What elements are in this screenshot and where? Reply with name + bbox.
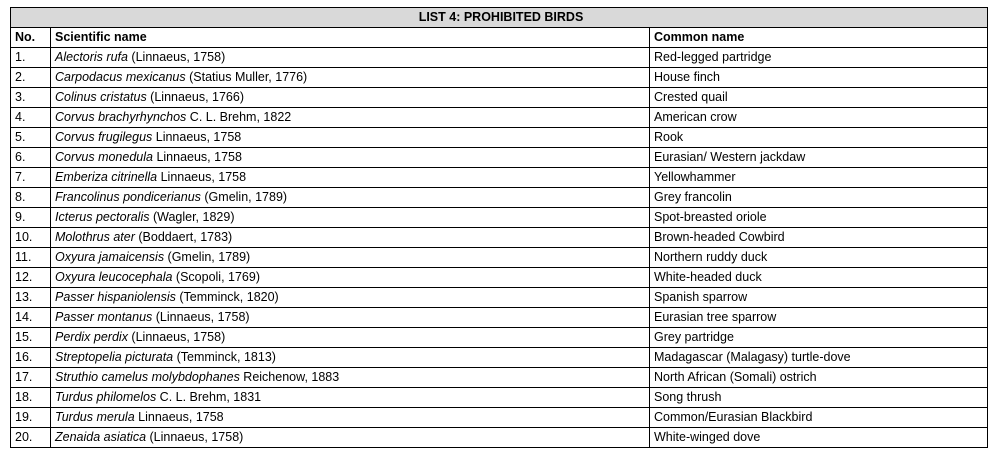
- row-number: 1.: [11, 48, 51, 68]
- common-name-cell: White-headed duck: [650, 268, 988, 288]
- common-name-cell: Grey francolin: [650, 188, 988, 208]
- species-authority: (Linnaeus, 1766): [146, 90, 244, 104]
- species-authority: (Linnaeus, 1758): [127, 50, 226, 64]
- title-row: [11, 8, 988, 28]
- table-row: [11, 208, 988, 228]
- species-name: Molothrus ater: [55, 230, 135, 244]
- scientific-name-cell: [51, 348, 650, 368]
- common-name-cell: Song thrush: [650, 388, 988, 408]
- species-name: Perdix perdix: [55, 330, 128, 344]
- scientific-name-cell: [51, 108, 650, 128]
- scientific-name-cell: [51, 148, 650, 168]
- common-name-cell: Madagascar (Malagasy) turtle-dove: [650, 348, 988, 368]
- scientific-name-cell: [51, 328, 650, 348]
- species-name: Struthio camelus molybdophanes: [55, 370, 240, 384]
- table-row: [11, 48, 988, 68]
- species-name: Passer hispaniolensis: [55, 290, 176, 304]
- scientific-name-cell: [51, 308, 650, 328]
- species-name: Colinus cristatus: [55, 90, 147, 104]
- common-name-cell: Brown-headed Cowbird: [650, 228, 988, 248]
- scientific-name-cell: [51, 208, 650, 228]
- table-row: [11, 428, 988, 448]
- header-row: [11, 28, 988, 48]
- species-authority: Linnaeus, 1758: [152, 150, 242, 164]
- table-row: [11, 168, 988, 188]
- common-name-cell: American crow: [650, 108, 988, 128]
- common-name-cell: Grey partridge: [650, 328, 988, 348]
- common-name-cell: Common/Eurasian Blackbird: [650, 408, 988, 428]
- row-number: 9.: [11, 208, 51, 228]
- header-no: No.: [11, 28, 51, 48]
- scientific-name-cell: [51, 248, 650, 268]
- row-number: 17.: [11, 368, 51, 388]
- species-authority: Reichenow, 1883: [239, 370, 340, 384]
- common-name-cell: Red-legged partridge: [650, 48, 988, 68]
- scientific-name-cell: [51, 428, 650, 448]
- species-authority: (Temminck, 1820): [175, 290, 279, 304]
- species-authority: Linnaeus, 1758: [134, 410, 224, 424]
- scientific-name-cell: [51, 288, 650, 308]
- row-number: 2.: [11, 68, 51, 88]
- species-authority: C. L. Brehm, 1822: [186, 110, 292, 124]
- species-name: Corvus brachyrhynchos: [55, 110, 187, 124]
- row-number: 11.: [11, 248, 51, 268]
- table-row: [11, 228, 988, 248]
- species-authority: (Boddaert, 1783): [134, 230, 233, 244]
- common-name-cell: Crested quail: [650, 88, 988, 108]
- table-row: [11, 388, 988, 408]
- row-number: 15.: [11, 328, 51, 348]
- table-row: [11, 328, 988, 348]
- row-number: 7.: [11, 168, 51, 188]
- table-row: [11, 188, 988, 208]
- table-row: [11, 368, 988, 388]
- species-authority: (Linnaeus, 1758): [152, 310, 250, 324]
- header-scientific-name: Scientific name: [51, 28, 650, 48]
- common-name-cell: Rook: [650, 128, 988, 148]
- row-number: 12.: [11, 268, 51, 288]
- species-name: Icterus pectoralis: [55, 210, 150, 224]
- common-name-cell: Spot-breasted oriole: [650, 208, 988, 228]
- species-name: Emberiza citrinella: [55, 170, 158, 184]
- table-row: [11, 68, 988, 88]
- common-name-cell: Eurasian tree sparrow: [650, 308, 988, 328]
- common-name-cell: Northern ruddy duck: [650, 248, 988, 268]
- table-row: [11, 248, 988, 268]
- common-name-cell: Yellowhammer: [650, 168, 988, 188]
- species-authority: C. L. Brehm, 1831: [156, 390, 262, 404]
- table-row: [11, 348, 988, 368]
- row-number: 5.: [11, 128, 51, 148]
- row-number: 20.: [11, 428, 51, 448]
- row-number: 4.: [11, 108, 51, 128]
- scientific-name-cell: [51, 368, 650, 388]
- species-authority: (Temminck, 1813): [173, 350, 276, 364]
- species-name: Francolinus pondicerianus: [55, 190, 201, 204]
- scientific-name-cell: [51, 228, 650, 248]
- scientific-name-cell: [51, 88, 650, 108]
- table-row: [11, 268, 988, 288]
- row-number: 14.: [11, 308, 51, 328]
- common-name-cell: Spanish sparrow: [650, 288, 988, 308]
- species-authority: (Linnaeus, 1758): [146, 430, 244, 444]
- table-title: LIST 4: PROHIBITED BIRDS: [11, 8, 988, 28]
- scientific-name-cell: [51, 188, 650, 208]
- species-name: Oxyura jamaicensis: [55, 250, 165, 264]
- species-authority: (Linnaeus, 1758): [127, 330, 226, 344]
- scientific-name-cell: [51, 408, 650, 428]
- species-authority: Linnaeus, 1758: [152, 130, 242, 144]
- scientific-name-cell: [51, 388, 650, 408]
- header-common-name: Common name: [650, 28, 988, 48]
- species-authority: (Wagler, 1829): [149, 210, 235, 224]
- table-row: [11, 148, 988, 168]
- scientific-name-cell: [51, 48, 650, 68]
- scientific-name-cell: [51, 268, 650, 288]
- species-name: Alectoris rufa: [55, 50, 128, 64]
- scientific-name-cell: [51, 128, 650, 148]
- species-name: Corvus frugilegus: [55, 130, 153, 144]
- table-row: [11, 288, 988, 308]
- table-row: [11, 88, 988, 108]
- species-name: Zenaida asiatica: [55, 430, 147, 444]
- table-row: [11, 408, 988, 428]
- row-number: 16.: [11, 348, 51, 368]
- species-name: Passer montanus: [55, 310, 153, 324]
- common-name-cell: Eurasian/ Western jackdaw: [650, 148, 988, 168]
- species-name: Streptopelia picturata: [55, 350, 174, 364]
- species-name: Oxyura leucocephala: [55, 270, 173, 284]
- row-number: 18.: [11, 388, 51, 408]
- row-number: 19.: [11, 408, 51, 428]
- scientific-name-cell: [51, 68, 650, 88]
- table-row: [11, 308, 988, 328]
- species-authority: (Statius Muller, 1776): [185, 70, 308, 84]
- table-row: [11, 128, 988, 148]
- common-name-cell: House finch: [650, 68, 988, 88]
- common-name-cell: White-winged dove: [650, 428, 988, 448]
- row-number: 6.: [11, 148, 51, 168]
- row-number: 3.: [11, 88, 51, 108]
- table-row: [11, 108, 988, 128]
- species-name: Corvus monedula: [55, 150, 153, 164]
- common-name-cell: North African (Somali) ostrich: [650, 368, 988, 388]
- species-authority: Linnaeus, 1758: [157, 170, 247, 184]
- scientific-name-cell: [51, 168, 650, 188]
- species-authority: (Gmelin, 1789): [200, 190, 288, 204]
- species-name: Turdus philomelos: [55, 390, 157, 404]
- species-authority: (Scopoli, 1769): [172, 270, 260, 284]
- row-number: 13.: [11, 288, 51, 308]
- species-authority: (Gmelin, 1789): [164, 250, 251, 264]
- prohibited-birds-table: [10, 7, 988, 448]
- row-number: 10.: [11, 228, 51, 248]
- species-name: Turdus merula: [55, 410, 135, 424]
- row-number: 8.: [11, 188, 51, 208]
- species-name: Carpodacus mexicanus: [55, 70, 186, 84]
